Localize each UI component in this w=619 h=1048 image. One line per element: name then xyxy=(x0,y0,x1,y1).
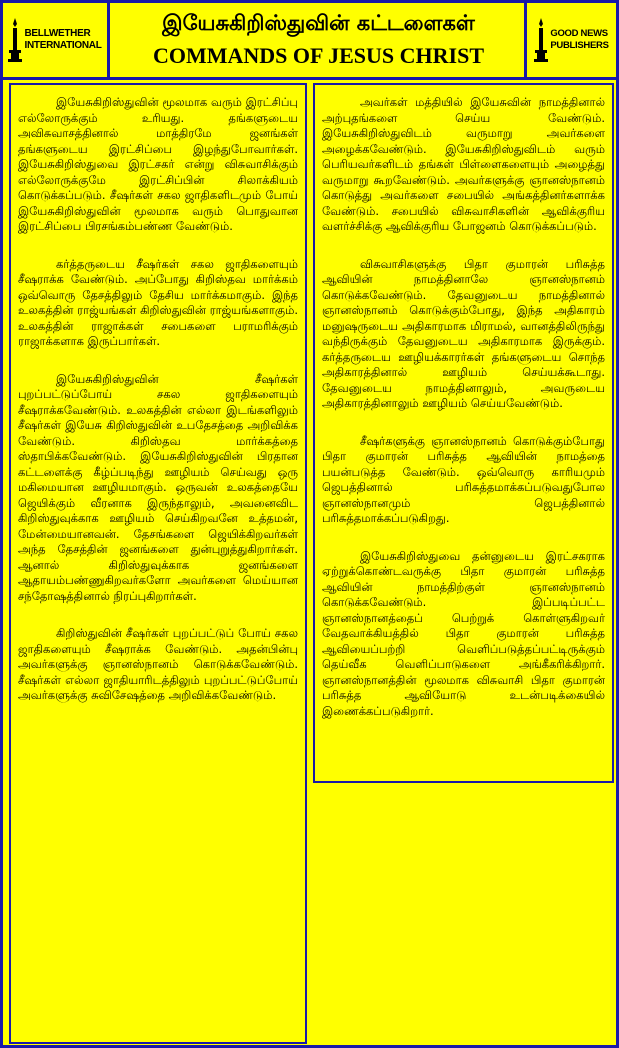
bellwether-logo xyxy=(3,3,110,77)
paragraph: இயேசுகிறிஸ்துவின் மூலமாக வரும் இரட்சிப்பு எல்லோருக்கும் உரியது. தங்களுடைய அவிசுவாசத்தினால் மாத்திரமே ஜனங்கள் தங்களுடைய இரட்சிப்பை இழந்துபோவார்கள். இயேசுகிறிஸ்துவை இரட்சகர் என்று விசுவாசிக்கும் எல்லோருக்குமே இரட்சிப்பின் சிலாக்கியம் கொடுக்கப்படும். சீஷர்கள் சகல ஜாதிகளிடமும் போய் இயேசுகிறிஸ்துவின் மூலமாக வரும் பொதுவான இரட்சிப்பை பிரசங்கம்பண்ண வேண்டும். xyxy=(18,95,298,233)
right-logo-line1: GOOD NEWS xyxy=(550,28,608,39)
page-header xyxy=(3,3,616,80)
candle-icon xyxy=(8,18,22,62)
right-logo-line2: PUBLISHERS xyxy=(550,40,609,51)
paragraph: இயேசுகிறிஸ்துவை தன்னுடைய இரட்சகராக ஏற்றுக்கொண்டவருக்கு பிதா குமாரன் பரிசுத்த ஆவியின் நாமத்திற்குள் ஞானஸ்நானம் கொடுக்கவேண்டும். இப்படிப்பட்ட ஞானஸ்நானத்தைப் பெற்றுக் கொள்ளுகிறவர் வேதவாக்கியத்தில் பிதா குமாரன் பரிசுத்த ஆவியைப்பற்றி வெளிப்படுத்தப்பட்டிருக்கும் தெய்வீக வெளிப்பாடுகளை அங்கீகரிக்கிறார். ஞானஸ்நானத்தின் மூலமாக விசுவாசி பிதா குமாரன் பரிசுத்த ஆவியோடு உடன்படிக்கையில் இணைக்கப்படுகிறார். xyxy=(322,548,605,718)
content-columns xyxy=(6,83,619,1045)
paragraph: சீஷர்களுக்கு ஞானஸ்நானம் கொடுக்கும்போது பிதா குமாரன் பரிசுத்த ஆவியின் நாமத்தை பயன்படுத்த வேண்டும். ஒவ்வொரு காரியமும் ஜெபத்தினால் பரிசுத்தமாக்கப்படுவதுபோல ஞானஸ்நானமும் ஜெபத்தினால் பரிசுத்தமாக்கப்படுகிறது. xyxy=(322,433,605,525)
paragraph: கர்த்தருடைய சீஷர்கள் சகல ஜாதிகளையும் சீஷராக்க வேண்டும். அப்போது கிறிஸ்தவ மார்க்கம் ஒவ்வொரு தேசத்திலும் தேசிய மார்க்கமாகும். இந்த உலகத்தின் ராஜ்யங்கள் கிறிஸ்துவின் ராஜ்யங்களாகும். உலகத்தின் ராஜாக்கள் சபைகளை பராமரிக்கும் ராஜாக்களாக இருப்பார்கள். xyxy=(18,256,298,348)
paragraph: அவர்கள் மத்தியில் இயேசுவின் நாமத்தினால் அற்புதங்களை செய்ய வேண்டும். இயேசுகிறிஸ்துவிடம் வருமாறு அவர்களை அழைக்கவேண்டும். இயேசுகிறிஸ்துவிடம் வரும் பெரியவர்களிடம் தங்கள் பிள்ளைகளையும் அழைத்து வருமாறு கூறவேண்டும். அவர்களுக்கு ஞானஸ்நானம் கொடுத்து அவர்களை சபையில் அங்கத்தினர்களாக்க வேண்டும். சபையில் விசுவாசிகளின் ஆவிக்குரிய வளர்ச்சிக்கு ஆவிக்குரிய போஜனம் கொடுக்கப்படும். xyxy=(322,95,605,233)
title-tamil: இயேசுகிறிஸ்துவின் கட்டளைகள் xyxy=(162,11,475,35)
left-column xyxy=(9,83,307,1044)
paragraph: இயேசுகிறிஸ்துவின் சீஷர்கள் புறப்பட்டுப்போய் சகல ஜாதிகளையும் சீஷராக்கவேண்டும். உலகத்தின் எல்லா இடங்களிலும் சீஷர்கள் இயேசு கிறிஸ்துவின் உபதேசத்தை அறிவிக்க வேண்டும். கிறிஸ்தவ மார்க்கத்தை ஸ்தாபிக்கவேண்டும். இயேசுகிறிஸ்துவின் பிரதான கட்டளைக்கு கீழ்ப்படிந்து ஊழியம் செய்வது ஒரு மகிமையான ஊழியமாகும். ஒருவன் உலகத்தையே ஜெயிக்கும் வீரனாக இருந்தாலும், அவனைவிட கிறிஸ்துவுக்காக ஊழியம் செய்கிறவனே உத்தமன், மேன்மையானவன். தேசங்களை ஜெயிக்கிறவர்கள் அந்த தேசத்தின் ஜனங்களை துன்புறுத்துகிறார்கள். ஆனால் கிறிஸ்துவுக்காக ஜனங்களை ஆதாயம்பண்ணுகிறவர்களோ அவர்களை மெய்யான சந்தோஷத்தினால் நிரப்புகிறார்கள். xyxy=(18,371,298,603)
left-logo-line2: INTERNATIONAL xyxy=(24,40,102,51)
title-block xyxy=(113,3,524,77)
paragraph: கிறிஸ்துவின் சீஷர்கள் புறப்பட்டுப் போய் சகல ஜாதிகளையும் சீஷராக்க வேண்டும். அதன்பின்பு அவர்களுக்கு ஞானஸ்நானம் கொடுக்கவேண்டும். சீஷர்கள் எல்லா ஜாதியாரிடத்திலும் புறப்பட்டுப்போய் அவர்களுக்கு சுவிசேஷத்தை அறிவிக்கவேண்டும். xyxy=(18,626,298,702)
left-logo-line1: BELLWETHER xyxy=(24,28,91,39)
good-news-logo xyxy=(524,3,616,77)
paragraph: விசுவாசிகளுக்கு பிதா குமாரன் பரிசுத்த ஆவியின் நாமத்தினாலே ஞானஸ்நானம் கொடுக்கவேண்டும். தேவனுடைய நாமத்தினால் ஞானஸ்நானம் கொடுக்கும்போது, இந்த அதிகாரம் மனுஷருடைய அதிகாரமாக மிராமல், வானத்திலிருந்து வந்திருக்கும் தேவனுடைய அதிகாரமாக இருக்கும். கர்த்தருடைய ஊழியக்காரர்கள் தங்களுடைய சொந்த அதிகாரத்தினால் ஊழியம் செய்யக்கூடாது. தேவனுடைய நாமத்தினாலும், அவருடைய அதிகாரத்தினாலும் ஊழியம் செய்யவேண்டும். xyxy=(322,256,605,410)
candle-icon xyxy=(534,18,548,62)
title-english: COMMANDS OF JESUS CHRIST xyxy=(152,43,485,68)
right-column xyxy=(313,83,614,783)
